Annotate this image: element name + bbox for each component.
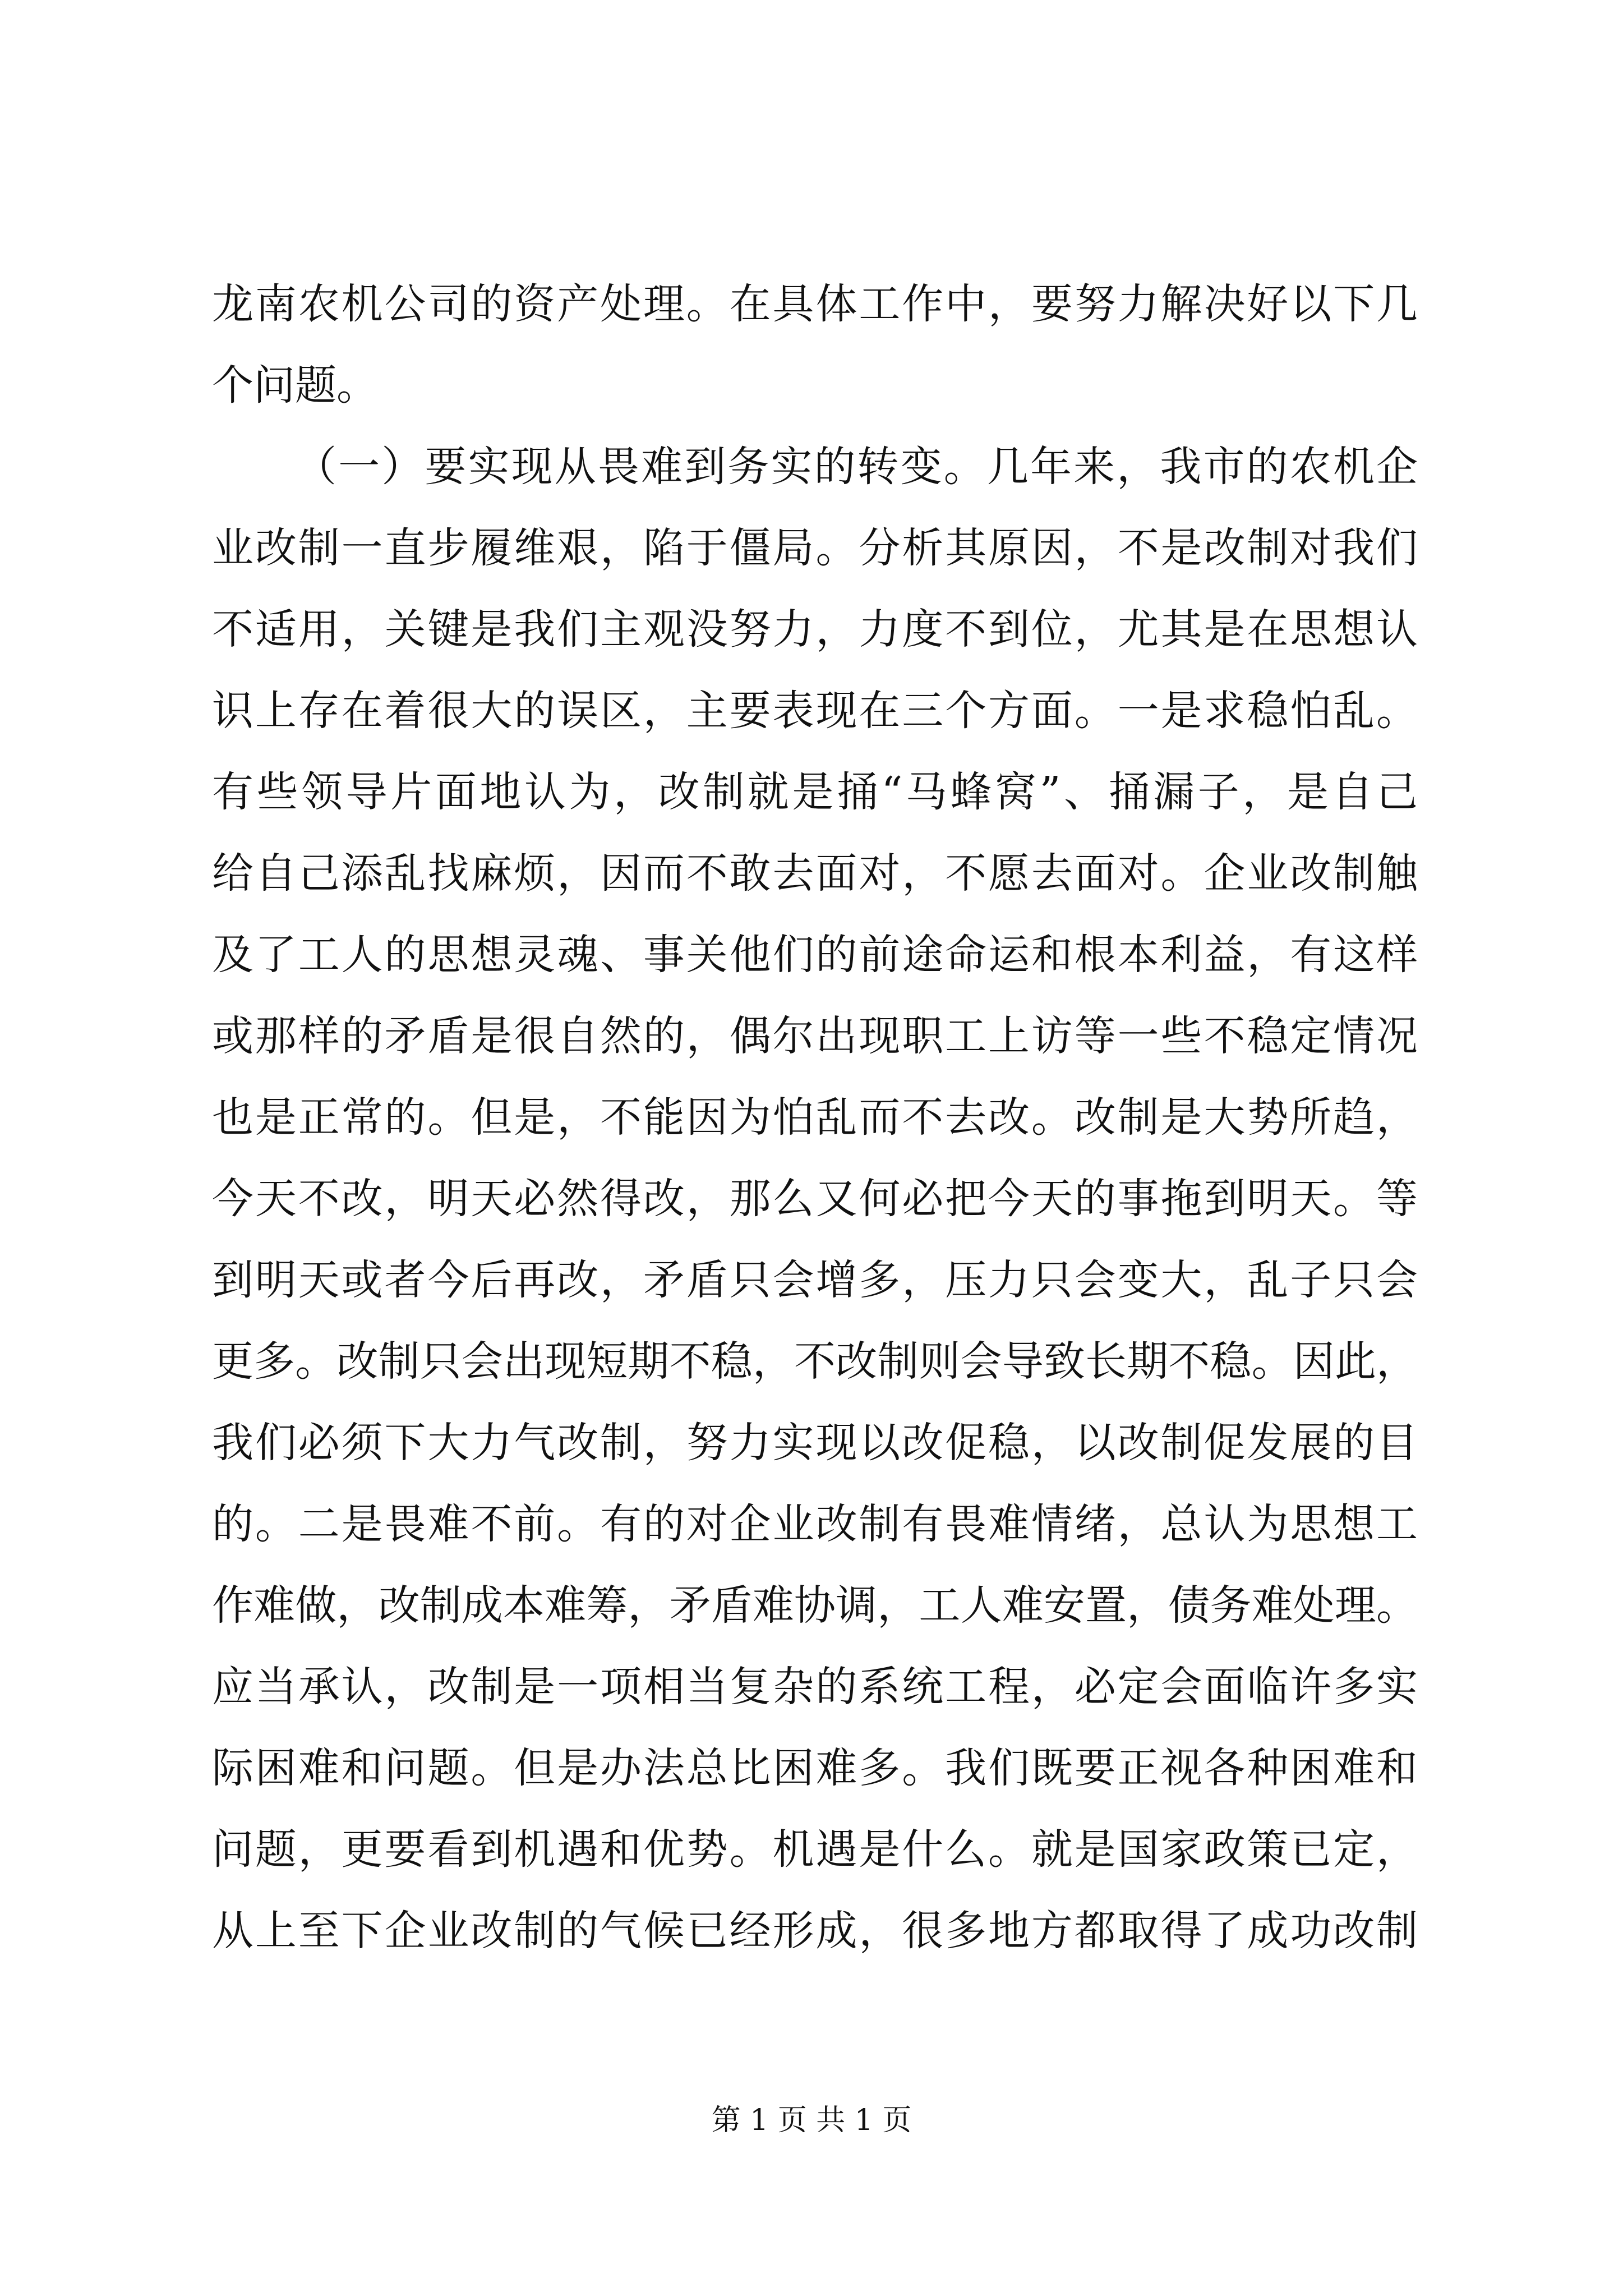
text-line: 的。二是畏难不前。有的对企业改制有畏难情绪，总认为思想工: [212, 1500, 1418, 1548]
text-line: 及了工人的思想灵魂、事关他们的前途命运和根本利益，有这样: [212, 931, 1418, 979]
text-line: 今天不改，明天必然得改，那么又何必把今天的事拖到明天。等: [212, 1175, 1418, 1223]
text-line: 从上至下企业改制的气候已经形成，很多地方都取得了成功改制: [212, 1907, 1418, 1955]
text-line: 业改制一直步履维艰，陷于僵局。分析其原因，不是改制对我们: [212, 524, 1418, 572]
text-line: 更多。改制只会出现短期不稳，不改制则会导致长期不稳。因此，: [212, 1337, 1418, 1386]
text-line: 我们必须下大力气改制，努力实现以改促稳，以改制促发展的目: [212, 1419, 1418, 1467]
text-line: 有些领导片面地认为，改制就是捅“马蜂窝”、捅漏子，是自己: [212, 768, 1418, 816]
text-line: 龙南农机公司的资产处理。在具体工作中，要努力解决好以下几: [212, 280, 1418, 328]
text-line: 应当承认，改制是一项相当复杂的系统工程，必定会面临许多实: [212, 1663, 1418, 1711]
text-line: 给自己添乱找麻烦，因而不敢去面对，不愿去面对。企业改制触: [212, 849, 1418, 898]
text-line: 或那样的矛盾是很自然的，偶尔出现职工上访等一些不稳定情况: [212, 1012, 1418, 1060]
text-line: 到明天或者今后再改，矛盾只会增多，压力只会变大，乱子只会: [212, 1256, 1418, 1304]
text-line: 个问题。: [212, 361, 378, 409]
text-line: 问题，更要看到机遇和优势。机遇是什么。就是国家政策已定，: [212, 1825, 1418, 1874]
text-line: 也是正常的。但是，不能因为怕乱而不去改。改制是大势所趋，: [212, 1093, 1418, 1142]
body-text: [212, 264, 1418, 1972]
text-line: 际困难和问题。但是办法总比困难多。我们既要正视各种困难和: [212, 1744, 1418, 1792]
text-line: 作难做，改制成本难筹，矛盾难协调，工人难安置，债务难处理。: [212, 1581, 1418, 1630]
page-footer: 第 1 页 共 1 页: [711, 2104, 912, 2137]
text-line: 识上存在着很大的误区，主要表现在三个方面。一是求稳怕乱。: [212, 687, 1418, 735]
text-line: （一）要实现从畏难到务实的转变。几年来，我市的农机企: [295, 443, 1418, 491]
text-line: 不适用，关键是我们主观没努力，力度不到位，尤其是在思想认: [212, 605, 1418, 654]
